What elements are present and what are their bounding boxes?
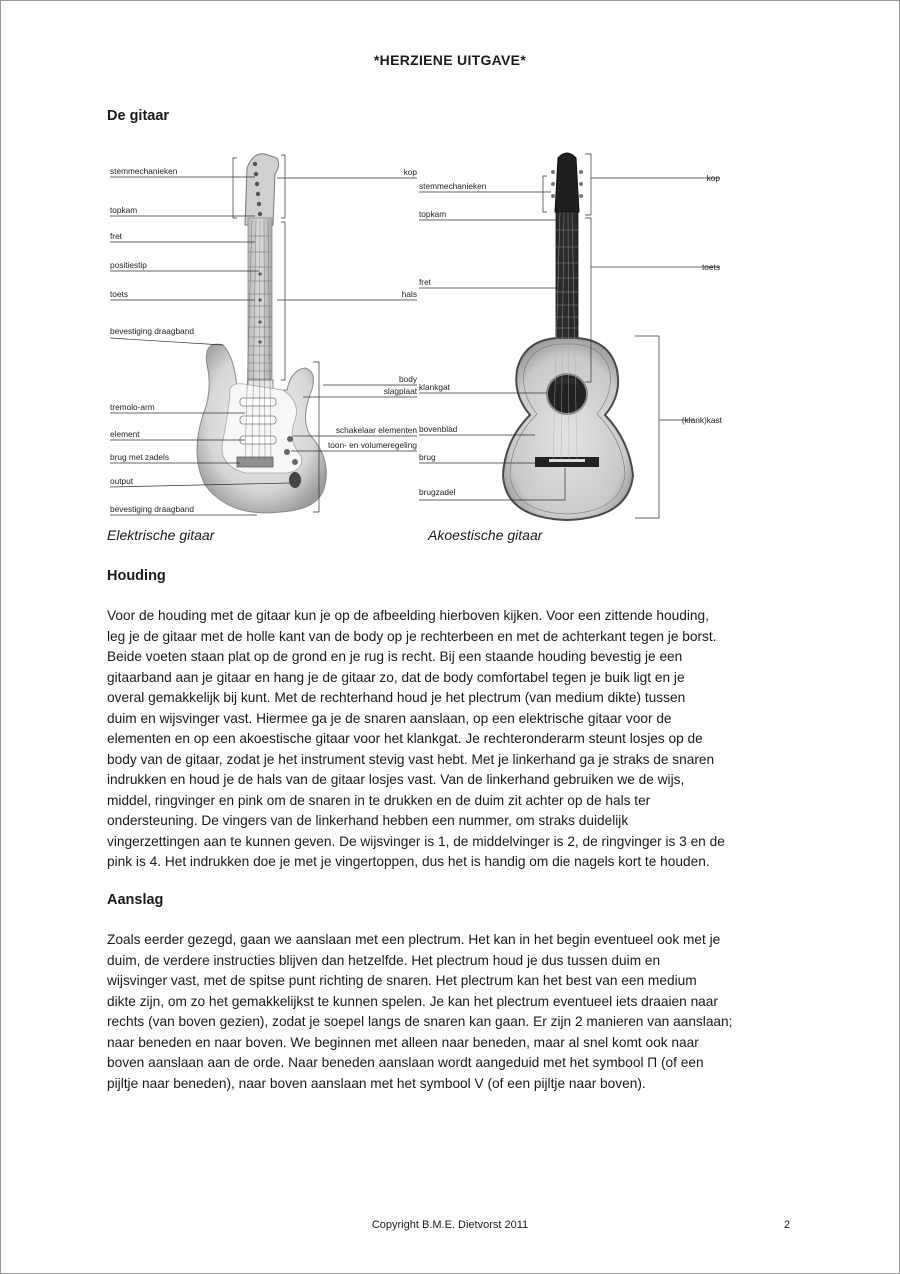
label-schakelaar-elementen: schakelaar elementen <box>335 425 417 435</box>
label-brug-met-zadels: brug met zadels <box>110 452 170 462</box>
label-kop-electric: kop <box>403 167 417 177</box>
label-element: element <box>110 429 140 439</box>
paragraph-line: rechts (van boven gezien), zodat je soepel langs de snaren kan gaan. Er zijn 2 manieren van aanslaan; <box>107 1014 733 1029</box>
paragraph-line: elementen en op een akoestische gitaar voor het klankgat. Je rechteronderarm steunt losjes op de <box>107 731 703 746</box>
label-toets-electric: toets <box>110 289 128 299</box>
paragraph-line: indrukken en houd je de hals van de gitaar losjes vast. Van de linkerhand gebruiken we de wijs, <box>107 772 685 787</box>
label-slagplaat: slagplaat <box>383 386 417 396</box>
label-stemmechanieken-electric: stemmechanieken <box>110 166 178 176</box>
paragraph-line: body van de gitaar, zodat je het instrument stevig vast hebt. Met je linkerhand ga je straks de snaren <box>107 751 715 767</box>
paragraph-line: leg je de gitaar met de holle kant van de body op je rechterbeen en met de achterkant tegen je borst. <box>107 628 717 644</box>
paragraph-line: gitaarband aan je gitaar en hang je de gitaar zo, dat de body comfortabel tegen je buik ligt en je <box>107 669 685 685</box>
paragraph-line: pijltje naar beneden), naar boven aanslaan met het symbool V (of een pijltje naar boven). <box>107 1075 646 1091</box>
paragraph-line: dikte zijn, om zo het gemakkelijkst te kunnen spelen. Je kan het plectrum eventueel iets draaien naar <box>107 993 718 1009</box>
electric-guitar-illustration <box>197 154 326 513</box>
label-bevestiging-draagband-bottom: bevestiging draagband <box>110 504 194 514</box>
document-title: *HERZIENE UITGAVE* <box>373 52 527 68</box>
paragraph-line: wijsvinger vast, met de spitse punt richting de snaren. Het plectrum kan het best van een medium <box>107 973 697 988</box>
label-klank-kast: (klank)kast <box>681 415 722 425</box>
paragraph-line: ondersteuning. De vingers van de linkerhand hebben een nummer, om straks duidelijk <box>107 813 629 828</box>
paragraph-line: pink is 4. Het indrukken doe je met je vingertoppen, dus het is handig om die nagels kort te houden. <box>107 854 710 869</box>
footer-copyright: Copyright B.M.E. Dietvorst 2011 <box>371 1219 529 1231</box>
page-number: 2 <box>784 1219 791 1231</box>
label-body: body <box>399 374 417 384</box>
paragraph-line: naar beneden en naar boven. We beginnen met alleen naar beneden, maar al snel komt ook naar <box>107 1034 699 1050</box>
heading-aanslag: Aanslag <box>107 892 164 908</box>
label-klankgat: klankgat <box>419 382 450 392</box>
paragraph-line: duim, de verdere instructies blijven dan hetzelfde. Het plectrum houd je dus tussen duim en <box>107 952 661 968</box>
guitar-diagram <box>105 140 745 525</box>
label-topkam-electric: topkam <box>110 205 138 215</box>
paragraph-houding <box>107 606 797 873</box>
label-bevestiging-draagband-top: bevestiging draagband <box>110 326 194 336</box>
label-bovenblad: bovenblad <box>419 424 458 434</box>
paragraph-line: overal gemakkelijk bij kunt. Met de rechterhand houd je het plectrum (van medium dikte) tussen <box>107 690 686 705</box>
label-stemmechanieken-acoustic: stemmechanieken <box>419 181 487 191</box>
caption-acoustic-guitar: Akoestische gitaar <box>428 527 543 543</box>
heading-houding: Houding <box>107 568 166 584</box>
heading-de-gitaar: De gitaar <box>107 108 170 124</box>
label-brugzadel: brugzadel <box>419 487 456 497</box>
label-fret-electric: fret <box>110 231 122 241</box>
label-hals: hals <box>401 289 417 299</box>
label-tremolo-arm: tremolo-arm <box>110 402 155 412</box>
paragraph-line: Zoals eerder gezegd, gaan we aanslaan met een plectrum. Het kan in het begin eventueel ook met je <box>107 932 721 947</box>
paragraph-line: middel, ringvinger en pink om de snaren in te drukken en de duim zit achter op de hals ter <box>107 792 651 808</box>
label-topkam-acoustic: topkam <box>419 209 447 219</box>
label-kop-acoustic: kop <box>706 173 720 183</box>
paragraph-aanslag <box>107 930 797 1094</box>
paragraph-line: Voor de houding met de gitaar kun je op de afbeelding hierboven kijken. Voor een zittende houding, <box>107 608 709 623</box>
paragraph-line: boven aanslaan aan de orde. Naar beneden aanslaan wordt aangeduid met het symbool Π (of een <box>107 1055 704 1070</box>
label-toets-acoustic: toets <box>702 262 720 272</box>
caption-electric-guitar: Elektrische gitaar <box>107 527 215 543</box>
label-fret-acoustic: fret <box>419 277 431 287</box>
paragraph-line: duim en wijsvinger vast. Hiermee ga je de snaren aanslaan, op een elektrische gitaar voor de <box>107 710 672 726</box>
label-brug: brug <box>419 452 436 462</box>
paragraph-line: Beide voeten staan plat op de grond en je rug is recht. Bij een staande houding bevestig je een <box>107 649 683 664</box>
acoustic-guitar-illustration <box>503 153 633 520</box>
label-output: output <box>110 476 134 486</box>
label-toon-volumeregeling: toon- en volumeregeling <box>327 440 417 450</box>
label-positiestip: positiestip <box>110 260 147 270</box>
paragraph-line: vingerzettingen aan te kunnen geven. De wijsvinger is 1, de middelvinger is 2, de ringvinger is 3 en de <box>107 833 725 849</box>
